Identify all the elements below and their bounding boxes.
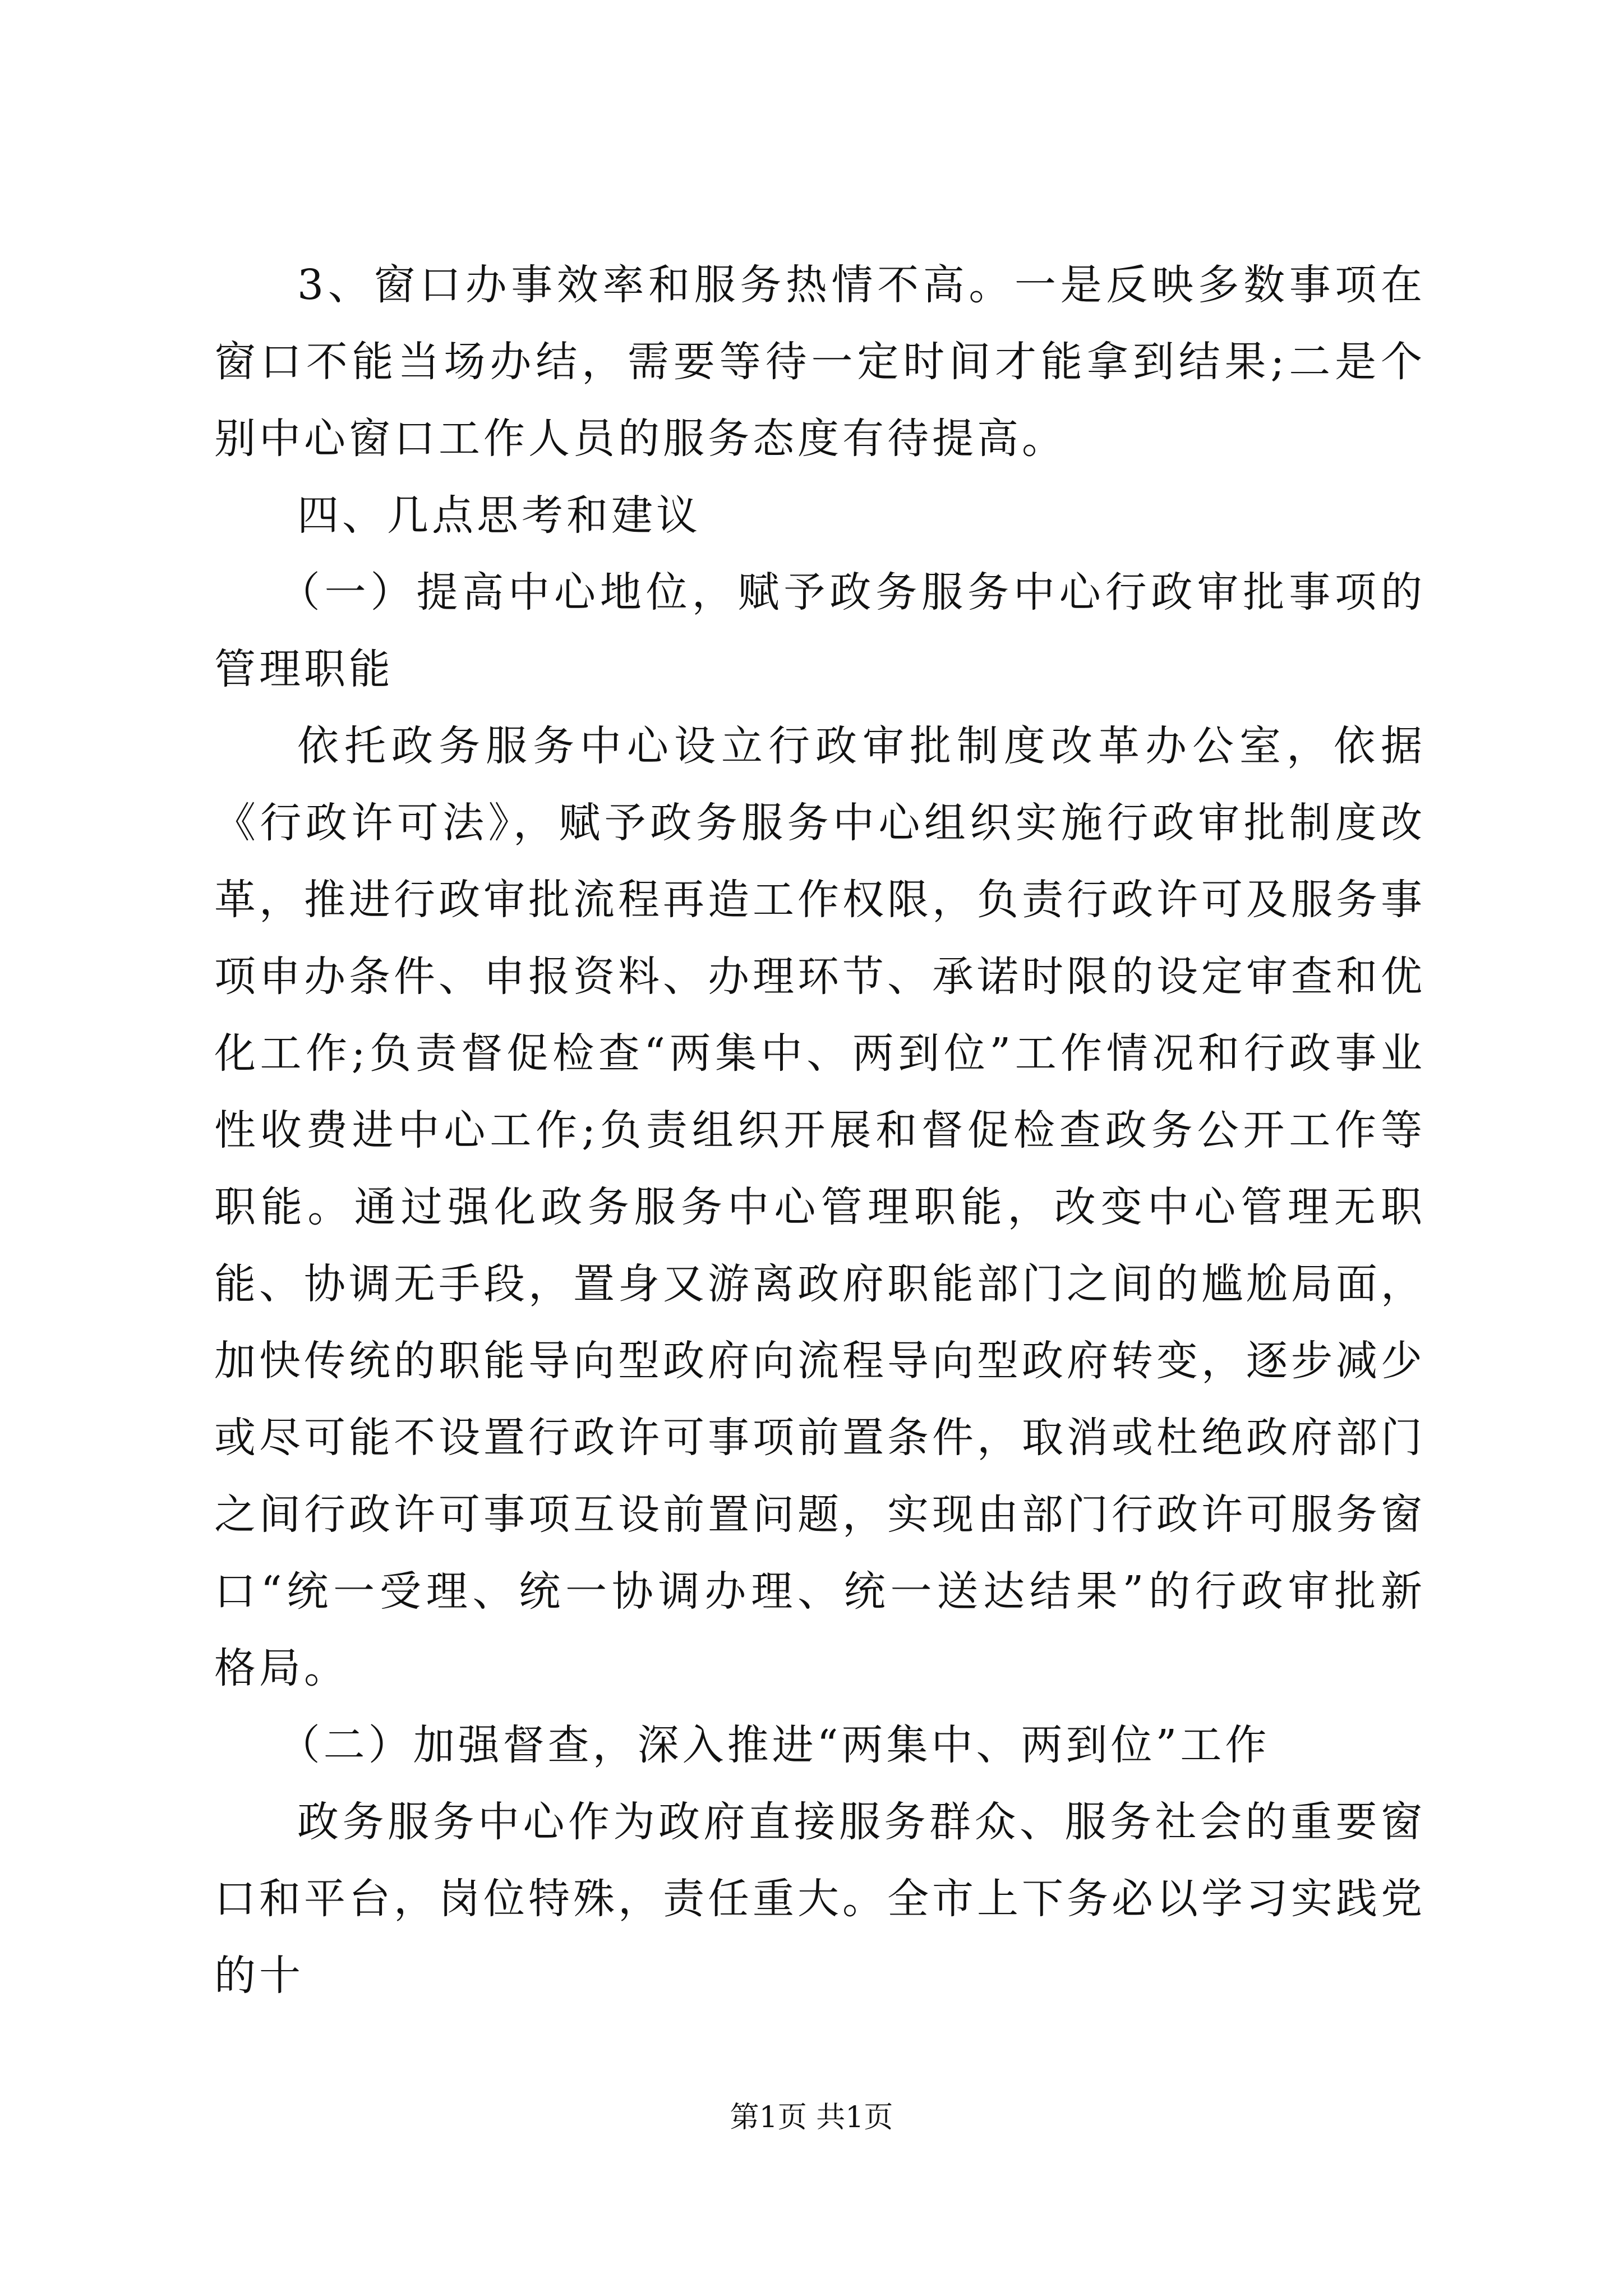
paragraph-management-functions: 依托政务服务中心设立行政审批制度改革办公室，依据《行政许可法》，赋予政务服务中心组织实施行政审批制度改革，推进行政审批流程再造工作权限，负责行政许可及服务事项申办条件、申报资料、办理环节、承诺时限的设定审查和优化工作;负责督促检查“两集中、两到位”工作情况和行政事业性收费进中心工作;负责组织开展和督促检查政务公开工作等职能。通过强化政务服务中心管理职能，改变中心管理无职能、协调无手段，置身又游离政府职能部门之间的尴尬局面，加快传统的职能导向型政府向流程导向型政府转变，逐步减少或尽可能不设置行政许可事项前置条件，取消或杜绝政府部门之间行政许可事项互设前置问题，实现由部门行政许可服务窗口“统一受理、统一协调办理、统一送达结果”的行政审批新格局。: [214, 722, 1426, 1692]
page-footer: [0, 2098, 1623, 2137]
paragraph-3-window-efficiency: 3、窗口办事效率和服务热情不高。一是反映多数事项在窗口不能当场办结，需要等待一定时间才能拿到结果;二是个别中心窗口工作人员的服务态度有待提高。: [214, 261, 1426, 463]
paragraph-important-window: 政务服务中心作为政府直接服务群众、服务社会的重要窗口和平台，岗位特殊，责任重大。全市上下务必以学习实践党的十: [214, 1798, 1426, 2000]
subheading-one: （一）提高中心地位，赋予政务服务中心行政审批事项的管理职能: [214, 568, 1426, 693]
page-number-label: 第1页 共1页: [730, 2101, 893, 2134]
document-body: [214, 247, 1426, 2014]
subheading-two: （二）加强督查，深入推进“两集中、两到位”工作: [278, 1721, 1270, 1769]
section-heading-four: 四、几点思考和建议: [297, 491, 701, 540]
